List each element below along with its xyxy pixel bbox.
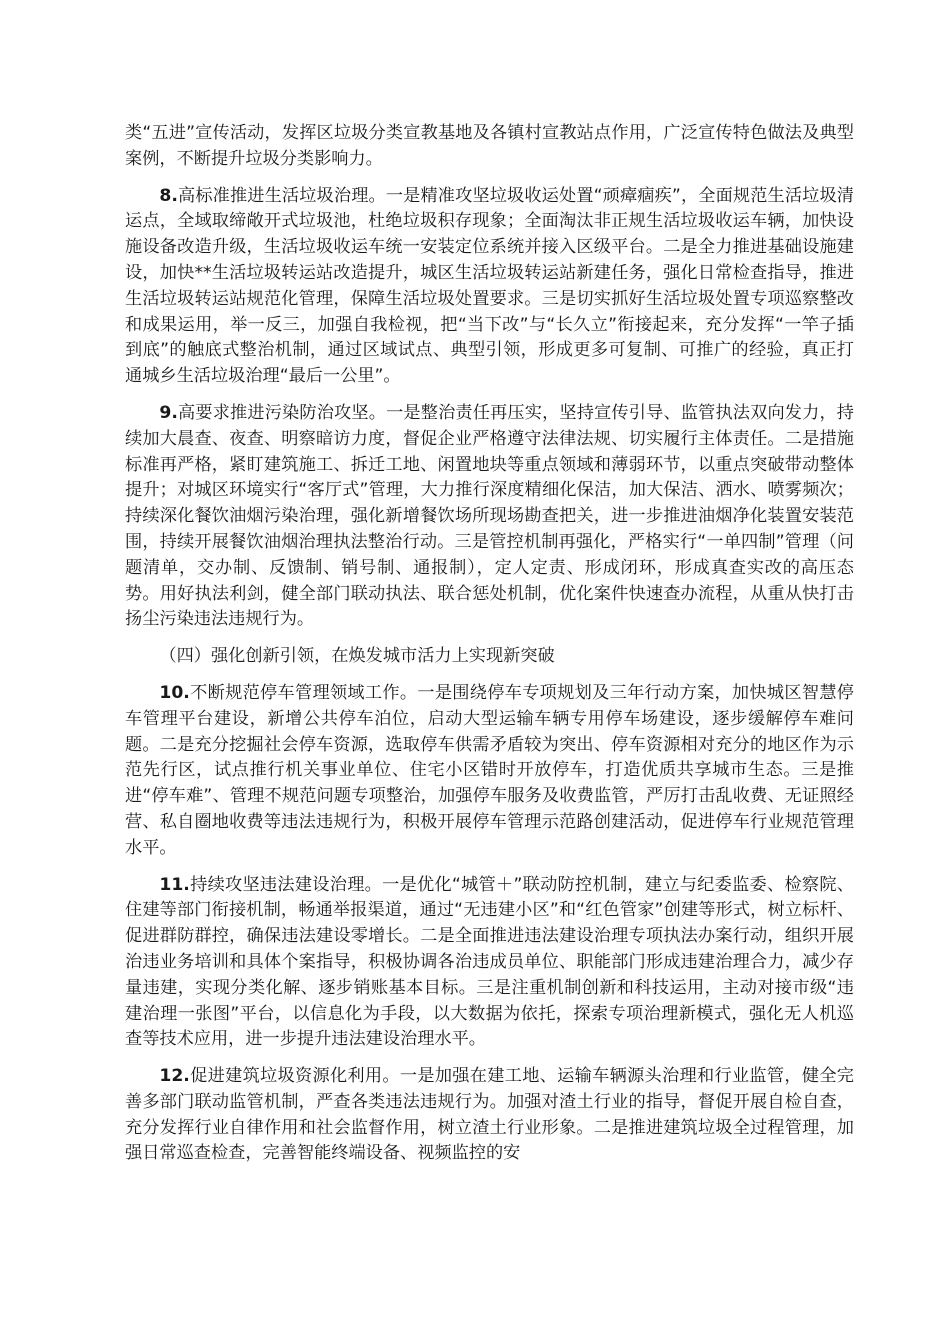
section-heading-text: （四）强化创新引领，在焕发城市活力上实现新突破 — [159, 646, 555, 667]
paragraph-item-10 — [125, 681, 854, 862]
paragraph-text: 不断规范停车管理领域工作。一是围绕停车专项规划及三年行动方案，加快城区智慧停车管理平台建设，新增公共停车泊位，启动大型运输车辆专用停车场建设，逐步缓解停车难问题。二是充分挖掘社会停车资源，选取停车供需矛盾较为突出、停车资源相对充分的地区作为示范先行区，试点推行机关事业单位、住宅小区错时开放停车，打造优质共享城市生态。三是推进“停车难”、管理不规范问题专项整治，加强停车服务及收费监管，严厉打击乱收费、无证照经营、私自圈地收费等违法违规行为，积极开展停车管理示范路创建活动，促进停车行业规范管理水平。 — [125, 682, 854, 858]
paragraph-item-12 — [125, 1064, 854, 1167]
section-heading — [125, 644, 854, 670]
paragraph-item-11 — [125, 873, 854, 1054]
paragraph-text: 促进建筑垃圾资源化利用。一是加强在建工地、运输车辆源头治理和行业监管，健全完善多部门联动监管机制，严查各类违法违规行为。加强对渣土行业的指导，督促开展自检自查，充分发挥行业自律作用和社会监督作用，树立渣土行业形象。二是推进建筑垃圾全过程管理，加强日常巡查检查，完善智能终端设备、视频监控的安 — [125, 1066, 854, 1164]
paragraph-item-9 — [125, 401, 854, 633]
item-number: 10. — [159, 682, 190, 703]
paragraph-text: 持续攻坚违法建设治理。一是优化“城管＋”联动防控机制，建立与纪委监委、检察院、住建等部门衔接机制，畅通举报渠道，通过“无违建小区”和“红色管家”创建等形式，树立标杆、促进群防群控，确保违法建设零增长。二是全面推进违法建设治理专项执法办案行动，组织开展治违业务培训和具体个案指导，积极协调各治违成员单位、职能部门形成违建治理合力，减少存量违建，实现分类化解、逐步销账基本目标。三是注重机制创新和科技运用，主动对接市级“违建治理一张图”平台，以信息化为手段，以大数据为依托，探索专项治理新模式，强化无人机巡查等技术应用，进一步提升违法建设治理水平。 — [125, 874, 854, 1050]
paragraph-text: 高要求推进污染防治攻坚。一是整治责任再压实，坚持宣传引导、监管执法双向发力，持续加大晨查、夜查、明察暗访力度，督促企业严格遵守法律法规、切实履行主体责任。二是措施标准再严格，紧盯建筑施工、拆迁工地、闲置地块等重点领域和薄弱环节，以重点突破带动整体提升；对城区环境实行“客厅式”管理，大力推行深度精细化保洁，加大保洁、洒水、喷雾频次；持续深化餐饮油烟污染治理，强化新增餐饮场所现场勘查把关，进一步推进油烟净化装置安装范围，持续开展餐饮油烟治理执法整治行动。三是管控机制再强化，严格实行“一单四制”管理（问题清单，交办制、反馈制、销号制、通报制），定人定责、形成闭环，形成真查实改的高压态势。用好执法利剑，健全部门联动执法、联合惩处机制，优化案件快速查办流程，从重从快打击扬尘污染违法违规行为。 — [125, 402, 854, 630]
paragraph-continuation — [125, 121, 854, 173]
paragraph-text: 高标准推进生活垃圾治理。一是精准攻坚垃圾收运处置“顽瘴痼疾”，全面规范生活垃圾清运点，全域取缔敞开式垃圾池，杜绝垃圾积存现象；全面淘汰非正规生活垃圾收运车辆，加快设施设备改造升级，生活垃圾收运车统一安装定位系统并接入区级平台。二是全力推进基础设施建设，加快**生活垃圾转运站改造提升，城区生活垃圾转运站新建任务，强化日常检查指导，推进生活垃圾转运站规范化管理，保障生活垃圾处置要求。三是切实抓好生活垃圾处置专项巡察整改和成果运用，举一反三，加强自我检视，把“当下改”与“长久立”衔接起来，充分发挥“一竿子插到底”的触底式整治机制，通过区域试点、典型引领，形成更多可复制、可推广的经验，真正打通城乡生活垃圾治理“最后一公里”。 — [125, 185, 854, 387]
paragraph-text: 类“五进”宣传活动，发挥区垃圾分类宣教基地及各镇村宣教站点作用，广泛宣传特色做法及典型案例，不断提升垃圾分类影响力。 — [125, 123, 854, 169]
item-number: 12. — [159, 1066, 190, 1087]
item-number: 9. — [159, 402, 178, 423]
paragraph-item-8 — [125, 184, 854, 390]
item-number: 11. — [159, 874, 190, 895]
item-number: 8. — [159, 185, 178, 206]
document-body — [125, 121, 854, 1178]
